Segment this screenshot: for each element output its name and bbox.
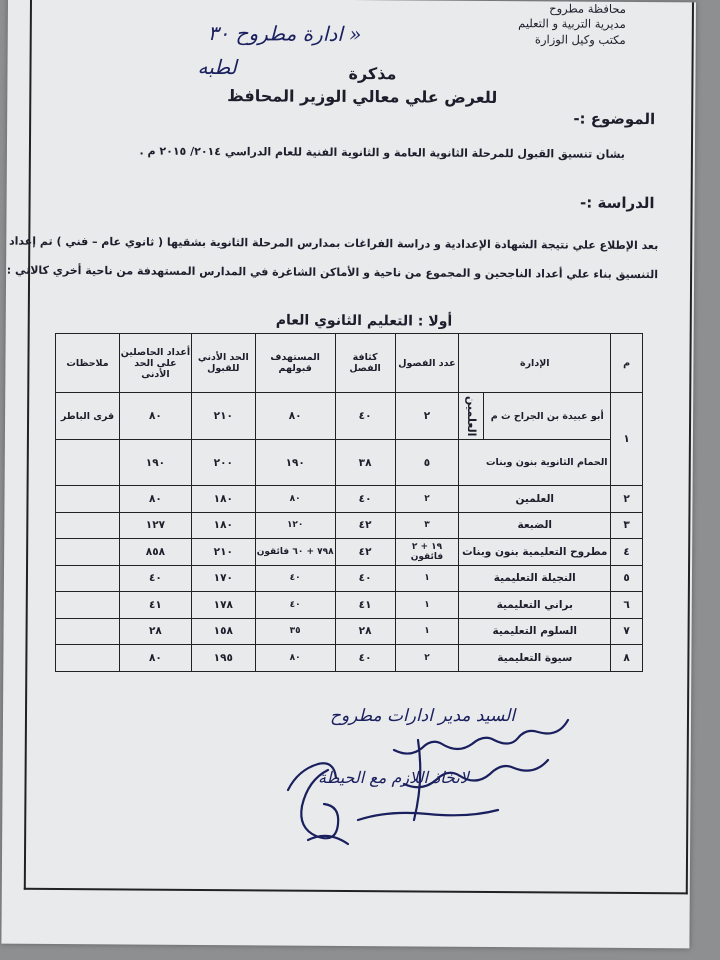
cell-density: ٤٠	[335, 393, 395, 440]
cell-target: ٣٥	[255, 618, 335, 645]
directorate-name: مديرية التربية و التعليم	[518, 16, 626, 31]
table-header-row	[56, 334, 643, 393]
cell-notes	[56, 592, 120, 619]
cell-num: ٨	[611, 645, 643, 672]
cell-admin: براني التعليمية	[459, 592, 611, 619]
cell-count: ٤٠	[119, 565, 191, 592]
cell-target: ٨٠	[255, 645, 335, 672]
cell-count: ٨٠	[119, 645, 191, 672]
cell-density: ٣٨	[335, 440, 395, 486]
cell-classes: ٢	[395, 486, 459, 513]
cell-num: ١	[611, 393, 643, 486]
handwritten-referral: « ادارة مطروح ٣٠	[207, 20, 362, 47]
cell-classes: ١	[395, 565, 459, 592]
cell-density: ٤١	[335, 592, 395, 619]
group-label: العلمين	[464, 395, 478, 437]
handwritten-instruction-line1: السيد مدير ادارات مطروح	[330, 706, 516, 726]
table-row	[56, 565, 643, 592]
cell-admin: مطروح التعليمية بنون وبنات	[459, 539, 611, 566]
cell-target: ١٩٠	[255, 440, 335, 486]
cell-min: ١٨٠	[191, 512, 255, 539]
cell-count: ٢٨	[119, 618, 191, 645]
cell-target: ٤٠	[255, 592, 335, 619]
study-paragraph-line2: التنسيق بناء علي أعداد الناجحين و المجموع من ناحية و الأماكن الشاغرة في المدارس المستهدفة من ناحية أخري كالاتي :	[6, 263, 659, 282]
admission-table	[55, 333, 643, 672]
cell-admin: الحمام الثانوية بنون وبنات	[459, 440, 611, 486]
memo-subtitle: للعرض علي معالي الوزير المحافظ	[227, 86, 498, 108]
handwritten-instruction-line2: لاتخاذ اللازم مع الحيطة	[318, 768, 469, 787]
header-min-admission: الحد الأدني للقبول	[191, 334, 255, 393]
cell-count: ١٩٠	[119, 440, 191, 486]
header-count-min: أعداد الحاصلين على الحد الأدنى	[119, 334, 191, 393]
study-paragraph-line1: بعد الإطلاع علي نتيجة الشهادة الإعدادية و دراسة الفراغات بمدارس المرحلة الثانوية بشقيها ( ثانوي عام – فني ) تم إعداد	[8, 234, 659, 253]
group-label-cell	[459, 393, 484, 439]
cell-density: ٤٢	[335, 512, 395, 539]
cell-target: ١٢٠	[255, 512, 335, 539]
cell-num: ٤	[611, 539, 643, 566]
header-density: كثافة الفصل	[335, 334, 395, 393]
table-title: أولا : التعليم الثانوي العام	[275, 312, 453, 330]
study-label: الدراسة :-	[580, 193, 655, 213]
cell-classes: ٢	[395, 645, 459, 672]
memo-title: مذكرة	[348, 63, 397, 84]
cell-count: ٨٠	[119, 486, 191, 513]
cell-admin	[459, 393, 611, 440]
cell-target: ٤٠	[255, 565, 335, 592]
cell-num: ٥	[611, 565, 643, 592]
cell-num: ٦	[611, 592, 643, 619]
cell-count: ٨٥٨	[119, 539, 191, 566]
cell-count: ٤١	[119, 592, 191, 619]
table-row	[56, 618, 643, 645]
cell-count: ١٢٧	[119, 512, 191, 539]
header-notes: ملاحظات	[56, 334, 120, 393]
cell-admin: النجيلة التعليمية	[459, 565, 611, 592]
cell-min: ١٩٥	[191, 645, 255, 672]
cell-min: ١٨٠	[191, 486, 255, 513]
handwritten-signature	[268, 700, 588, 880]
cell-target: ٧٩٨ + ٦٠ فائقون	[255, 539, 335, 566]
cell-notes	[56, 565, 120, 592]
cell-min: ١٧٠	[191, 565, 255, 592]
cell-count: ٨٠	[119, 393, 191, 440]
cell-num: ٢	[611, 486, 643, 513]
cell-density: ٢٨	[335, 618, 395, 645]
cell-notes	[56, 618, 120, 645]
cell-target: ٨٠	[255, 393, 335, 440]
table-row	[56, 486, 643, 513]
cell-min: ١٥٨	[191, 618, 255, 645]
cell-min: ٢١٠	[191, 539, 255, 566]
subject-text: بشان تنسيق القبول للمرحلة الثانوية العامة و الثانوية الفنية للعام الدراسي ٢٠١٤/ ٢٠١٥ م .	[139, 144, 625, 161]
header-num: م	[611, 334, 643, 393]
table-row	[56, 393, 643, 440]
admin-school-name: أبو عبيدة بن الجراح ث م	[490, 410, 604, 422]
table-row	[56, 645, 643, 672]
cell-density: ٤٠	[335, 565, 395, 592]
cell-admin: سيوة التعليمية	[459, 645, 611, 672]
cell-min: ٢٠٠	[191, 440, 255, 486]
cell-target: ٨٠	[255, 486, 335, 513]
cell-min: ١٧٨	[191, 592, 255, 619]
cell-admin: الضبعة	[459, 512, 611, 539]
cell-admin: السلوم التعليمية	[459, 618, 611, 645]
table-row	[56, 539, 643, 566]
governorate-name: محافظة مطروح	[549, 1, 626, 16]
cell-density: ٤٠	[335, 645, 395, 672]
cell-density: ٤٠	[335, 486, 395, 513]
cell-num: ٧	[611, 618, 643, 645]
cell-notes	[56, 440, 120, 486]
table-row	[56, 440, 643, 486]
header-target: المستهدف قبولهم	[255, 334, 335, 393]
subject-label: الموضوع :-	[573, 109, 656, 129]
office-name: مكتب وكيل الوزارة	[534, 32, 626, 47]
cell-classes: ٥	[395, 440, 459, 486]
cell-min: ٢١٠	[191, 393, 255, 440]
cell-notes	[56, 486, 120, 513]
cell-admin: العلمين	[459, 486, 611, 513]
cell-notes	[56, 645, 120, 672]
table-row	[56, 512, 643, 539]
cell-notes	[56, 539, 120, 566]
cell-classes: ٢	[395, 393, 459, 440]
cell-classes: ٣	[395, 512, 459, 539]
header-admin: الإدارة	[459, 334, 611, 393]
cell-classes: ١	[395, 618, 459, 645]
handwritten-note: لطبه	[197, 54, 237, 80]
table-row	[56, 592, 643, 619]
cell-classes: ١	[395, 592, 459, 619]
cell-classes: ١٩ + ٢ فائقون	[395, 539, 459, 566]
cell-num: ٣	[611, 512, 643, 539]
cell-density: ٤٢	[335, 539, 395, 566]
header-classes: عدد الفصول	[395, 334, 459, 393]
cell-notes: قرى الباطر	[56, 393, 120, 440]
cell-notes	[56, 512, 120, 539]
